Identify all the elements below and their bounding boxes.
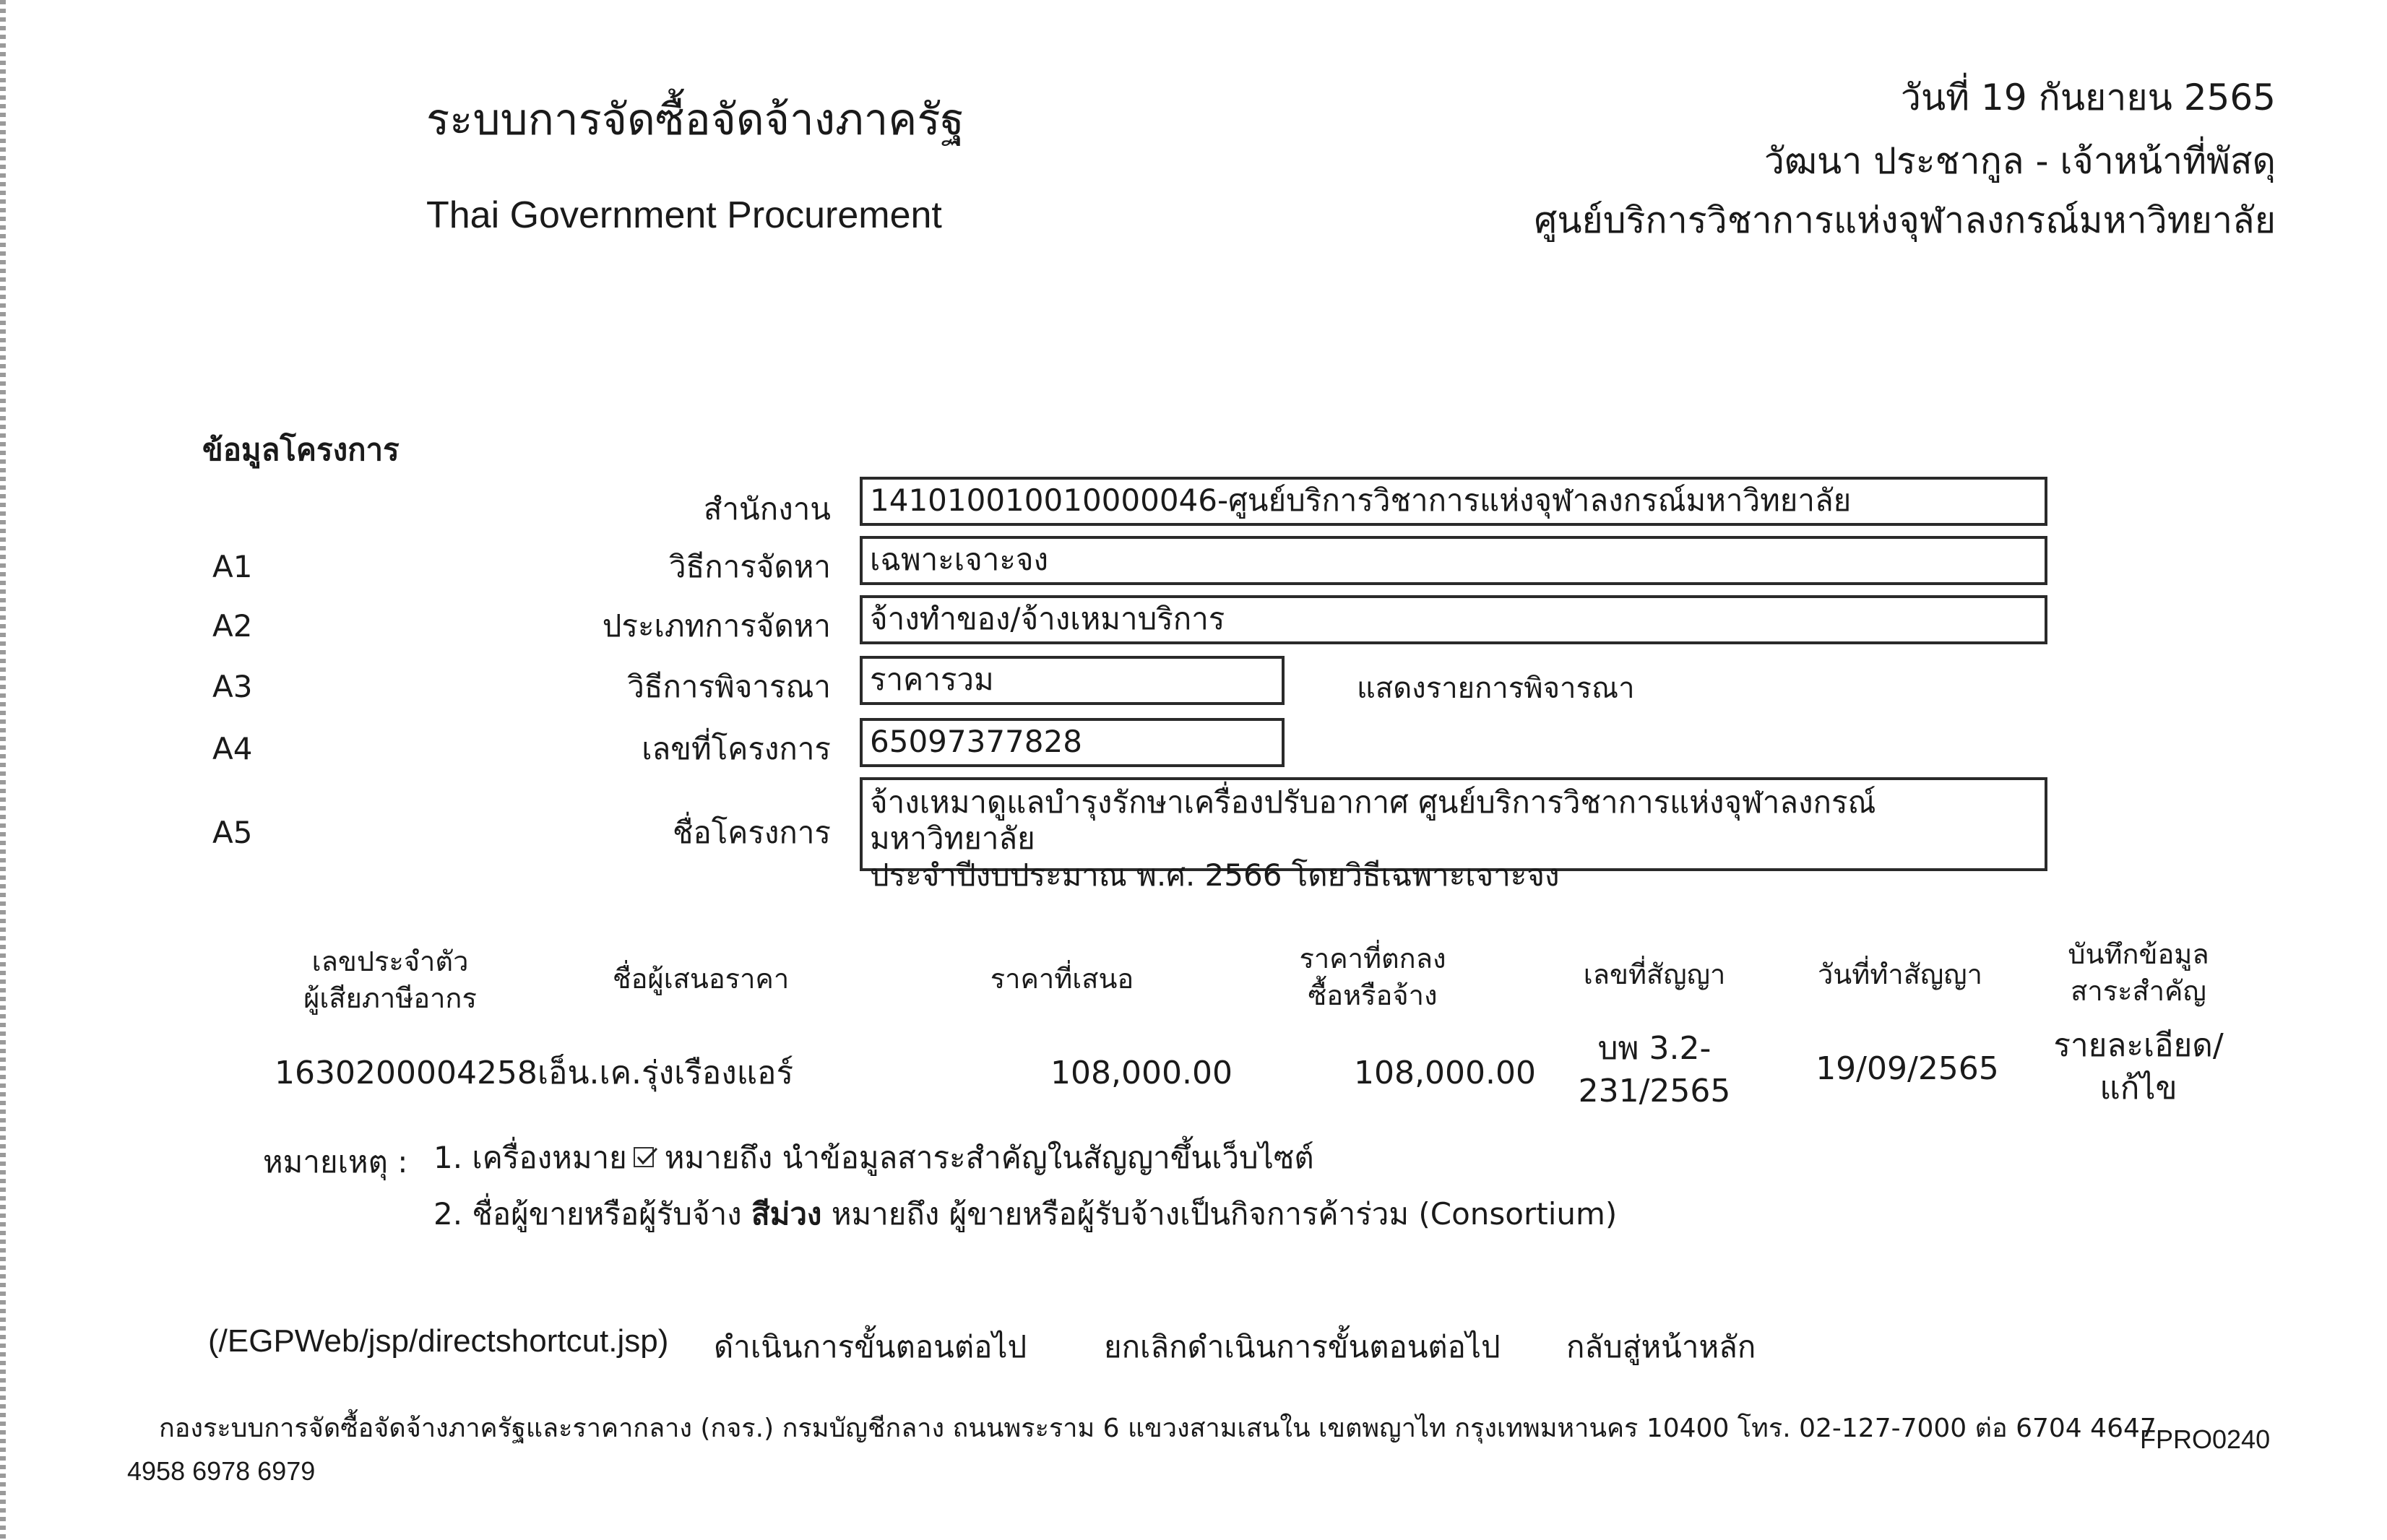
field-code-a2: A2 xyxy=(212,608,253,644)
office-label: สำนักงาน xyxy=(703,491,831,527)
purple-label: สีม่วง xyxy=(751,1196,822,1232)
procurement-type-field: จ้างทำของ/จ้างเหมาบริการ xyxy=(860,595,2047,644)
col-header-agreed-price: ราคาที่ตกลง ซื้อหรือจ้าง xyxy=(1299,943,1446,1012)
footer-phone-line2: 4958 6978 6979 xyxy=(127,1456,316,1486)
col-header-tax-id: เลขประจำตัว ผู้เสียภาษีอากร xyxy=(303,946,477,1015)
officer-name: วัฒนา ประชากูล - เจ้าหน้าที่พัสดุ xyxy=(1764,140,2276,182)
check-icon xyxy=(633,1141,659,1164)
field-label-a5: ชื่อโครงการ xyxy=(672,815,831,850)
col-header-record: บันทึกข้อมูล สาระสำคัญ xyxy=(2068,938,2209,1008)
cell-offered-price: 108,000.00 xyxy=(1050,1055,1233,1091)
cell-contract-date: 19/09/2565 xyxy=(1816,1050,1999,1087)
col-header-bidder: ชื่อผู้เสนอราคา xyxy=(612,963,790,995)
field-code-a5: A5 xyxy=(212,815,253,850)
form-code: FPRO0240 xyxy=(2140,1424,2271,1454)
cell-agreed-price: 108,000.00 xyxy=(1354,1055,1536,1091)
section-title: ข้อมูลโครงการ xyxy=(202,432,400,467)
cell-bidder: เอ็น.เค.รุ่งเรืองแอร์ xyxy=(538,1055,794,1091)
project-number-field: 65097377828 xyxy=(860,718,1285,767)
project-name-line2: ประจำปีงบประมาณ พ.ศ. 2566 โดยวิธีเฉพาะเจาะจง xyxy=(870,857,1560,893)
office-field: 141010010010000046-ศูนย์บริการวิชาการแห่งจุฬาลงกรณ์มหาวิทยาลัย xyxy=(860,477,2047,526)
page-title-english: Thai Government Procurement xyxy=(426,194,942,236)
page-title-thai: ระบบการจัดซื้อจัดจ้างภาครัฐ xyxy=(426,95,964,145)
cell-tax-id: 1630200004258 xyxy=(275,1055,538,1091)
organization-name: ศูนย์บริการวิชาการแห่งจุฬาลงกรณ์มหาวิทยาลัย xyxy=(1534,199,2276,241)
scan-edge xyxy=(0,0,6,1540)
evaluation-method-field: ราคารวม xyxy=(860,656,1285,705)
procurement-method-field: เฉพาะเจาะจง xyxy=(860,536,2047,585)
col-header-contract-date: วันที่ทำสัญญา xyxy=(1817,959,1983,990)
details-edit-link[interactable]: รายละเอียด/ แก้ไข xyxy=(2053,1027,2224,1107)
col-header-offered-price: ราคาที่เสนอ xyxy=(990,963,1134,995)
show-evaluation-list-link[interactable]: แสดงรายการพิจารณา xyxy=(1357,672,1635,705)
field-code-a1: A1 xyxy=(212,549,253,584)
home-link[interactable]: กลับสู่หน้าหลัก xyxy=(1566,1329,1756,1364)
notes-heading: หมายเหตุ : xyxy=(263,1144,408,1180)
col-header-contract-no: เลขที่สัญญา xyxy=(1583,959,1726,990)
note-2: 2. ชื่อผู้ขายหรือผู้รับจ้าง สีม่วง หมายถึง ผู้ขายหรือผู้รับจ้างเป็นกิจการค้าร่วม (Consortium) xyxy=(433,1196,1618,1232)
footer-address: กองระบบการจัดซื้อจัดจ้างภาครัฐและราคากลาง (กจร.) กรมบัญชีกลาง ถนนพระราม 6 แขวงสามเสนใน เขตพญาไท กรุงเทพมหานคร 10400 โทร. 02-127-7000 ต่อ 6704 4647 xyxy=(159,1414,2157,1443)
page-path: (/EGPWeb/jsp/directshortcut.jsp) xyxy=(208,1323,669,1359)
field-label-a1: วิธีการจัดหา xyxy=(669,549,831,584)
report-date: วันที่ 19 กันยายน 2565 xyxy=(1900,77,2276,118)
project-name-field xyxy=(860,777,2047,893)
field-label-a2: ประเภทการจัดหา xyxy=(602,608,831,644)
note-1: 1. เครื่องหมาย หมายถึง นำข้อมูลสาระสำคัญในสัญญาขึ้นเว็บไซต์ xyxy=(433,1140,1314,1175)
field-label-a3: วิธีการพิจารณา xyxy=(627,669,831,704)
project-name-line1: จ้างเหมาดูแลบำรุงรักษาเครื่องปรับอากาศ ศูนย์บริการวิชาการแห่งจุฬาลงกรณ์มหาวิทยาลัย xyxy=(870,784,1876,857)
field-code-a4: A4 xyxy=(212,731,253,766)
cancel-step-link[interactable]: ยกเลิกดำเนินการขั้นตอนต่อไป xyxy=(1104,1329,1501,1364)
cell-contract-no: บพ 3.2- 231/2565 xyxy=(1578,1030,1731,1110)
field-code-a3: A3 xyxy=(212,669,253,704)
next-step-link[interactable]: ดำเนินการขั้นตอนต่อไป xyxy=(714,1329,1027,1364)
field-label-a4: เลขที่โครงการ xyxy=(642,731,831,766)
